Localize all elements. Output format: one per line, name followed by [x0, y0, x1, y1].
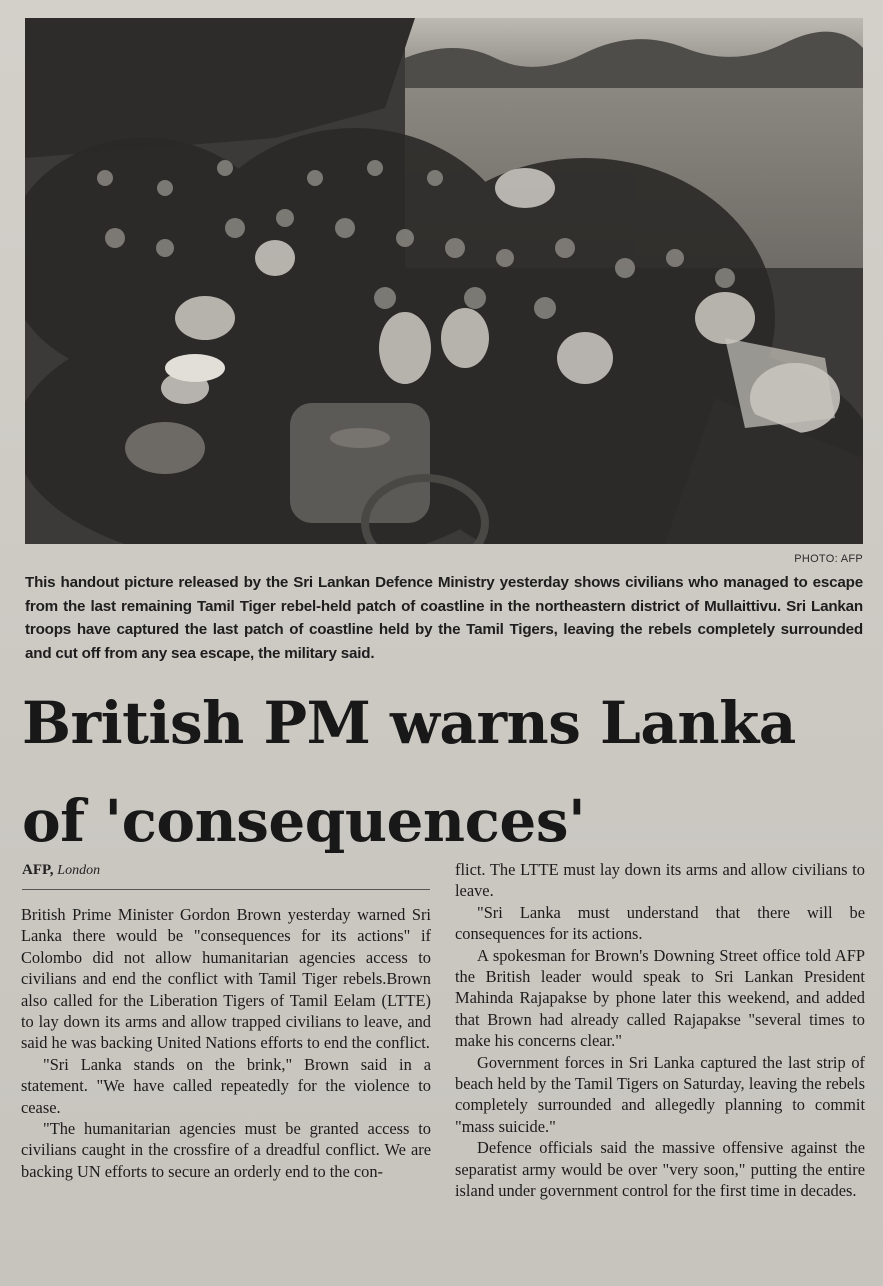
headline-line-1: British PM warns Lanka	[22, 689, 796, 757]
byline-agency: AFP,	[22, 862, 54, 878]
photo-credit: PHOTO: AFP	[794, 553, 863, 565]
paragraph: "Sri Lanka stands on the brink," Brown said in a statement. "We have called repeatedly for the violence to cease.	[21, 1054, 431, 1117]
article-column-2	[455, 859, 865, 1202]
paragraph: Government forces in Sri Lanka captured the last strip of beach held by the Tamil Tigers on Saturday, leaving the rebels completely surrounded and allegedly planning to commit "mass suicide."	[455, 1052, 865, 1136]
paragraph: Defence officials said the massive offensive against the separatist army would be over "very soon," putting the entire island under government control for the first time in decades.	[455, 1138, 865, 1201]
byline	[22, 862, 100, 879]
article-column-1	[21, 904, 431, 1182]
headline	[22, 674, 872, 870]
news-photo-crowd	[25, 18, 863, 544]
photo-illustration	[25, 18, 863, 544]
byline-divider	[22, 889, 430, 890]
byline-city: London	[57, 863, 101, 878]
photo-caption: This handout picture released by the Sri Lankan Defence Ministry yesterday shows civilians who managed to escape from the last remaining Tamil Tiger rebel-held patch of coastline in the northeastern district of Mullaittivu. Sri Lankan troops have captured the last patch of coastline held by the Tamil Tigers, leaving the rebels completely surrounded and cut off from any sea escape, the military said.	[25, 574, 863, 662]
paragraph: British Prime Minister Gordon Brown yesterday warned Sri Lanka there would be "consequences for its actions" if Colombo did not allow humanitarian agencies access to civilians and end the conflict with Tamil Tiger rebels.Brown also called for the Liberation Tigers of Tamil Eelam (LTTE) to lay down its arms and allow trapped civilians to leave, and said he was backing United Nations efforts to end the conflict.	[21, 905, 431, 1053]
paragraph: "Sri Lanka must understand that there will be consequences for its actions.	[455, 902, 865, 944]
paragraph: "The humanitarian agencies must be granted access to civilians caught in the crossfire of a dreadful conflict. We are backing UN efforts to secure an orderly end to the con-	[21, 1119, 431, 1181]
paragraph: flict. The LTTE must lay down its arms and allow civilians to leave.	[455, 860, 865, 901]
paragraph: A spokesman for Brown's Downing Street office told AFP the British leader would speak to Sri Lankan President Mahinda Rajapakse by phone later this weekend, and added that Brown had already called Rajapakse "several times to make his concerns clear."	[455, 945, 865, 1051]
headline-line-2: of 'consequences'	[22, 787, 586, 855]
